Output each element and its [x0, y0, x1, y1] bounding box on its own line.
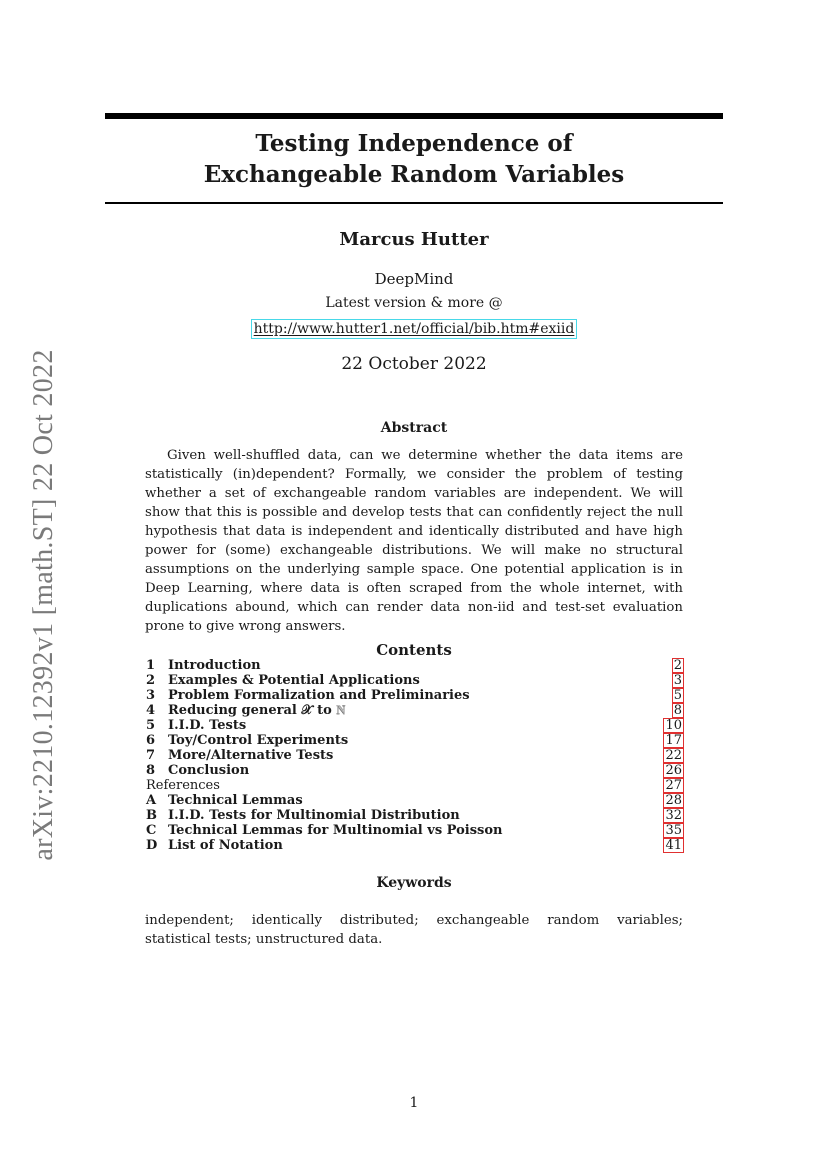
toc-number: 1 [146, 658, 156, 673]
paper-url-link[interactable]: http://www.hutter1.net/official/bib.htm#exiid [251, 319, 578, 339]
toc-page-link[interactable]: 41 [665, 838, 682, 853]
title-top-rule [105, 113, 723, 119]
toc-title: I.I.D. Tests for Multinomial Distribution [168, 808, 460, 823]
toc-entry-problem-formalization[interactable] [146, 688, 684, 703]
arxiv-identifier: arXiv:2210.12392v1 [math.ST] 22 Oct 2022 [28, 349, 59, 861]
toc-page-link[interactable]: 8 [673, 703, 682, 718]
toc-title: Toy/Control Experiments [168, 733, 349, 748]
author-name: Marcus Hutter [339, 229, 489, 250]
title-line-2: Exchangeable Random Variables [203, 161, 625, 188]
toc-number: 8 [146, 763, 156, 778]
title-bottom-rule [105, 202, 723, 204]
toc-entry-iid-multinomial[interactable] [146, 808, 684, 823]
toc-page-link[interactable]: 35 [665, 823, 682, 838]
keywords-text: independent; identically distributed; exchangeable random variables; statistical tests; unstructured data. [145, 913, 683, 947]
toc-number: 2 [146, 673, 156, 688]
toc-number: A [146, 793, 157, 808]
toc-title: List of Notation [168, 838, 283, 853]
toc-title: Introduction [168, 658, 261, 673]
toc-title: Technical Lemmas for Multinomial vs Poisson [168, 823, 503, 838]
toc-page-link[interactable]: 27 [665, 778, 682, 793]
keywords-heading: Keywords [376, 875, 452, 891]
toc-entry-reducing-general[interactable] [146, 703, 684, 718]
toc-page-link[interactable]: 10 [665, 718, 682, 733]
table-of-contents [146, 658, 684, 853]
toc-title: I.I.D. Tests [168, 718, 247, 733]
title-line-1: Testing Independence of [255, 130, 573, 157]
page-number: 1 [409, 1095, 419, 1111]
url-line [105, 319, 723, 339]
toc-entry-examples[interactable] [146, 673, 684, 688]
abstract-heading: Abstract [380, 420, 448, 436]
publication-date: 22 October 2022 [341, 354, 487, 374]
toc-page-link[interactable]: 22 [665, 748, 682, 763]
toc-page-link[interactable]: 32 [665, 808, 682, 823]
toc-title: Examples & Potential Applications [168, 673, 420, 688]
toc-number: 6 [146, 733, 156, 748]
toc-title: Problem Formalization and Preliminaries [168, 688, 470, 703]
toc-title: Technical Lemmas [168, 793, 303, 808]
toc-number: B [146, 808, 157, 823]
toc-page-link[interactable]: 28 [665, 793, 682, 808]
toc-number: 3 [146, 688, 156, 703]
toc-entry-introduction[interactable] [146, 658, 684, 673]
toc-entry-list-of-notation[interactable] [146, 838, 684, 853]
affiliation: DeepMind [374, 270, 454, 288]
toc-title: Reducing general 𝒳 to ℕ [168, 703, 346, 718]
latest-version-note: Latest version & more @ [325, 295, 503, 311]
abstract-text: Given well-shuffled data, can we determine whether the data items are statistically (in)dependent? Formally, we consider the problem of testing whether a set of exchangeable random variables are independent. We will show that this is possible and develop tests that can confidently reject the null hypothesis that data is independent and identically distributed and have high power for (some) exchangeable distributions. We will make no structural assumptions on the underlying sample space. One potential application is in Deep Learning, where data is often scraped from the whole internet, with duplications abound, which can render data non-iid and test-set evaluation prone to give wrong answers. [145, 448, 683, 634]
toc-entry-iid-tests[interactable] [146, 718, 684, 733]
toc-number: 5 [146, 718, 156, 733]
toc-page-link[interactable]: 3 [673, 673, 682, 688]
toc-number: D [146, 838, 158, 853]
toc-page-link[interactable]: 26 [665, 763, 682, 778]
toc-entry-conclusion[interactable] [146, 763, 684, 778]
toc-entry-references[interactable] [146, 778, 684, 793]
toc-title: More/Alternative Tests [168, 748, 334, 763]
toc-page-link[interactable]: 2 [673, 658, 682, 673]
toc-entry-multinomial-vs-poisson[interactable] [146, 823, 684, 838]
toc-title: Conclusion [168, 763, 250, 778]
toc-title: References [146, 778, 220, 793]
toc-page-link[interactable]: 5 [673, 688, 682, 703]
toc-entry-alternative-tests[interactable] [146, 748, 684, 763]
paper-title [105, 128, 723, 190]
toc-number: 4 [146, 703, 156, 718]
toc-number: 7 [146, 748, 156, 763]
contents-heading: Contents [376, 641, 452, 659]
toc-page-link[interactable]: 17 [665, 733, 682, 748]
toc-entry-technical-lemmas[interactable] [146, 793, 684, 808]
toc-number: C [146, 823, 157, 838]
toc-entry-toy-experiments[interactable] [146, 733, 684, 748]
